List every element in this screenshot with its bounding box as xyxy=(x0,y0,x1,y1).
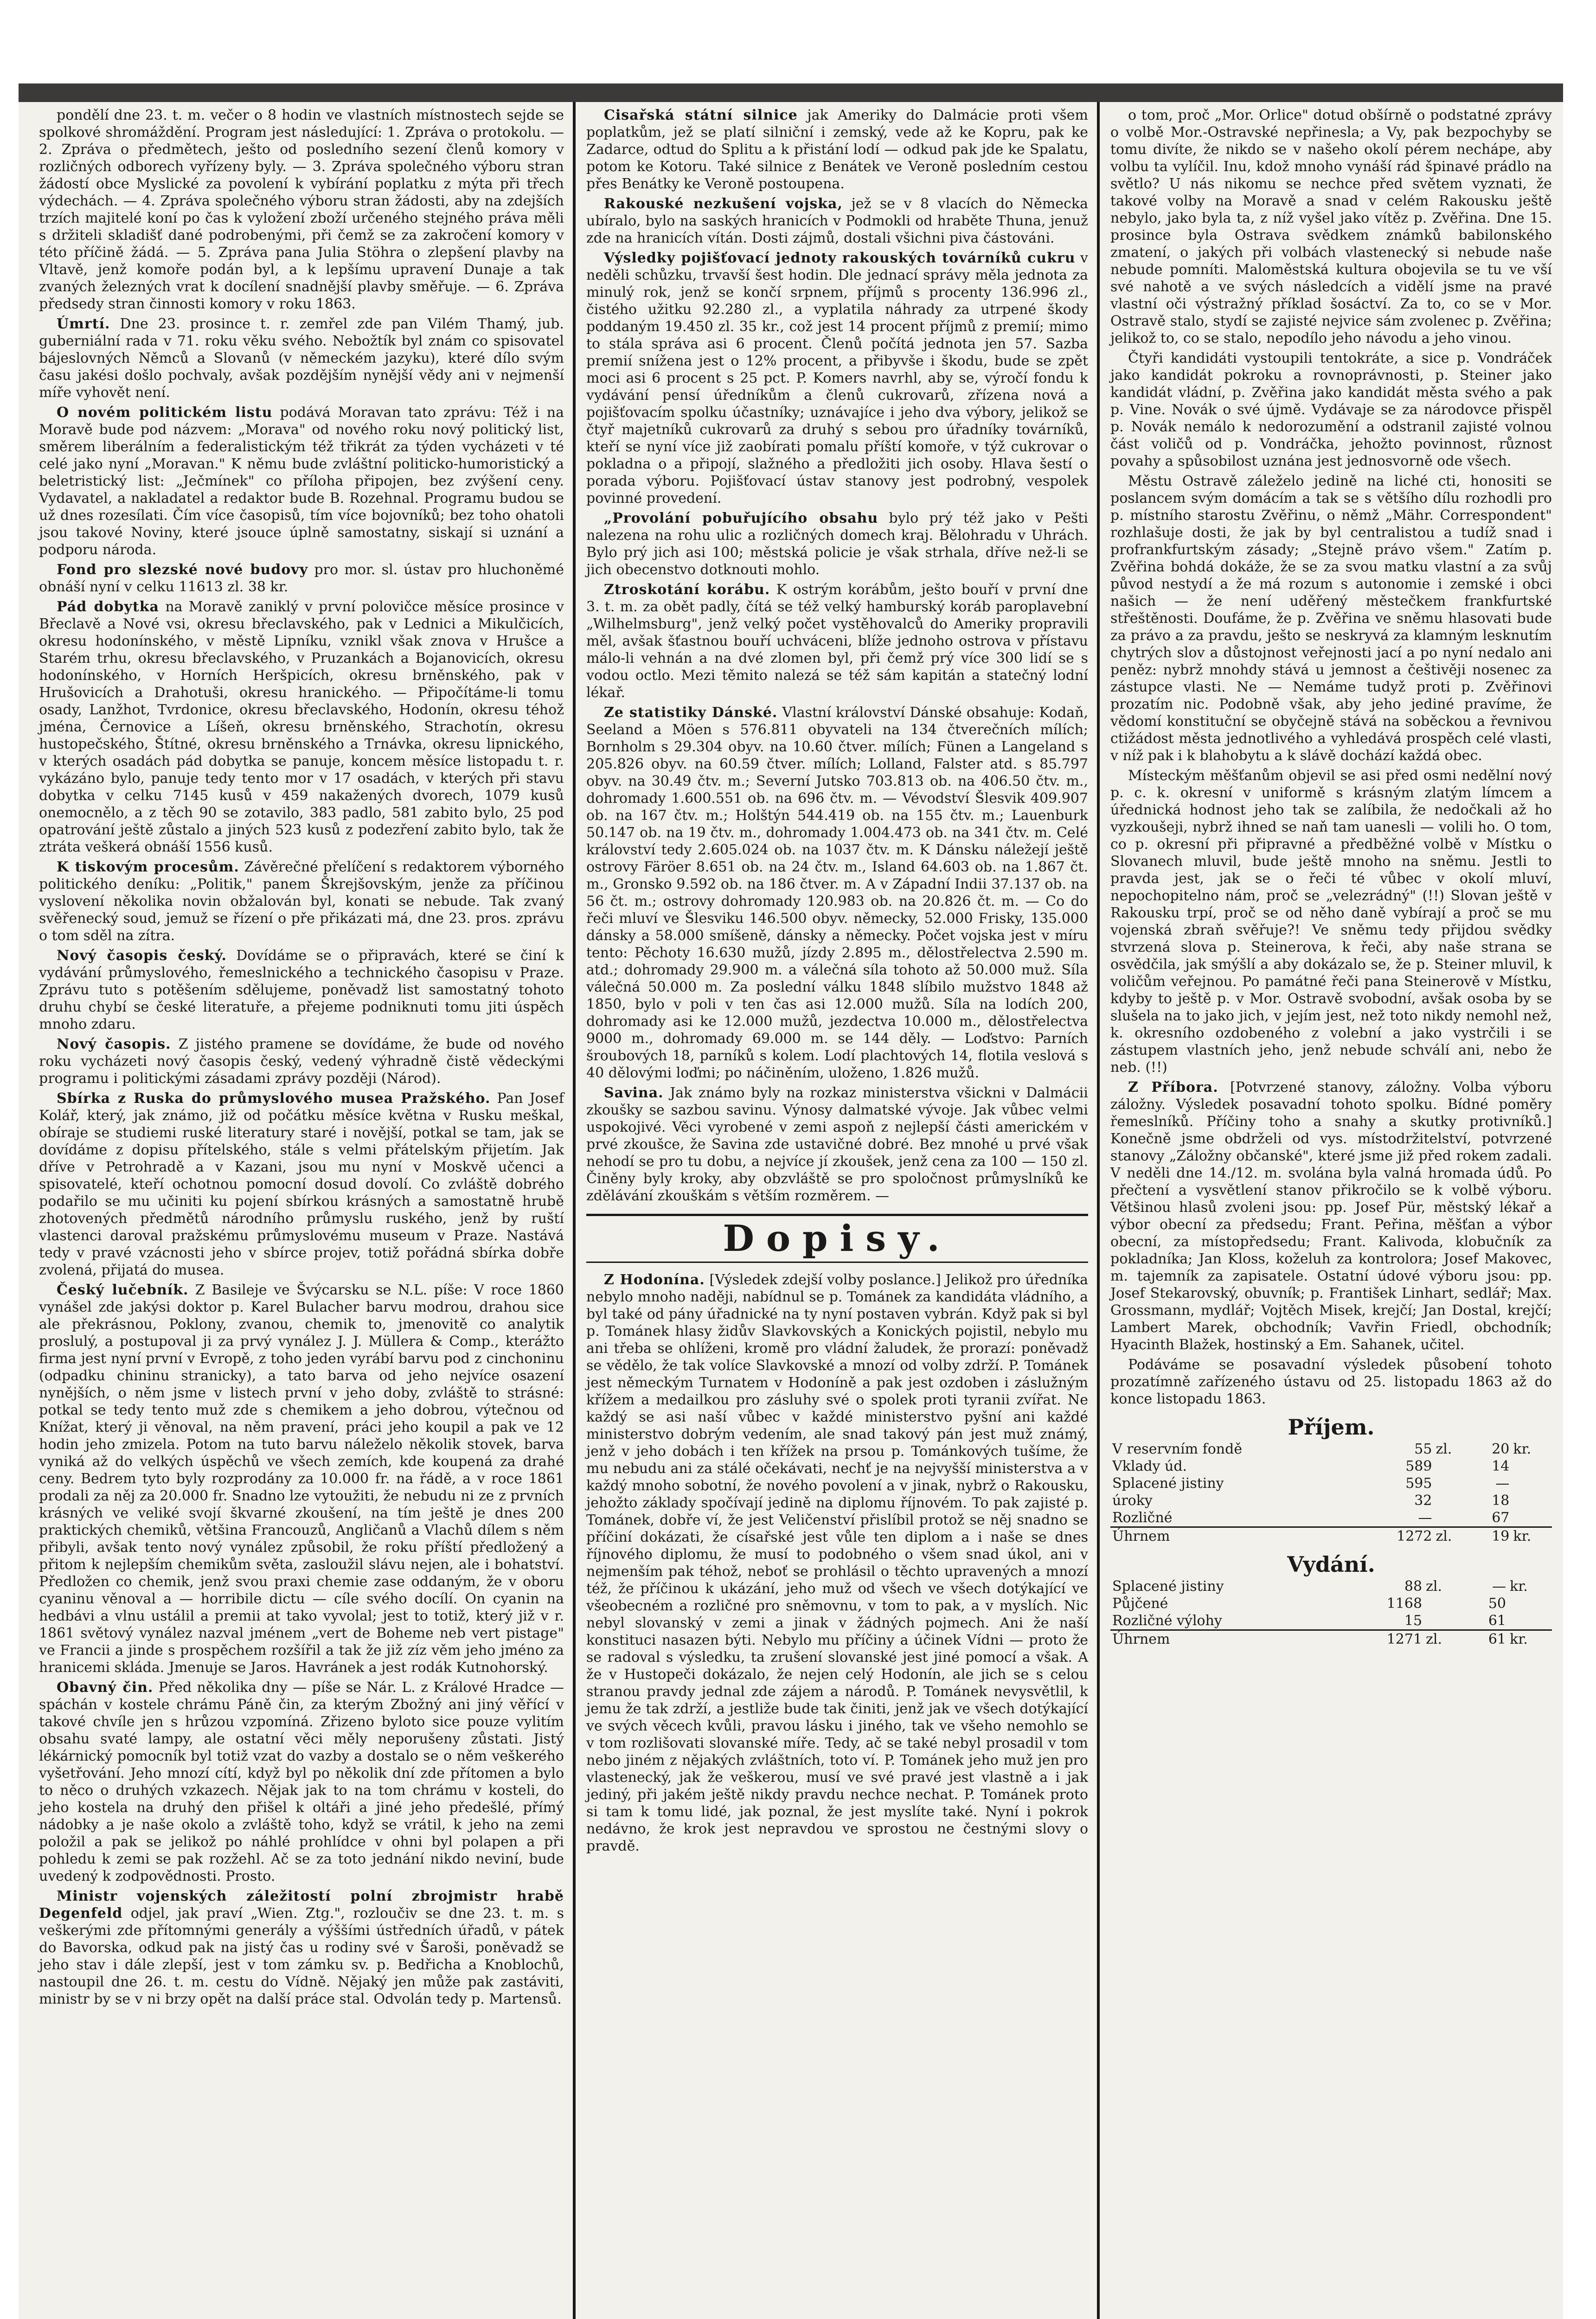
article-heading: Úmrtí. xyxy=(57,316,110,332)
article-paragraph xyxy=(586,510,1088,578)
column-3 xyxy=(1104,107,1558,2319)
article-paragraph xyxy=(39,598,564,856)
article-paragraph xyxy=(39,1679,564,1885)
florin-unit: zl. xyxy=(1434,1527,1471,1545)
kreuzer-unit xyxy=(1511,1475,1552,1492)
florin-unit xyxy=(1434,1509,1471,1527)
table-row xyxy=(1110,1475,1552,1492)
table-row xyxy=(1110,1578,1552,1595)
florin-value: 15 xyxy=(1404,1613,1423,1629)
article-body: v neděli schůzku, trvavší šest hodin. Dle jednací správy měla jednota za minulý rok, jenž se končí srpnem, příjmů s procenty 136.996 zl., čistého užitku 92.280 zl., a vyplatila náhrady za utrpené škody poddaným 19.450 zl. 35 kr., což jest 14 procent příjmů z premií; mimo to stála správa asi 6 procent. Členů počítá jednota jen 57. Sazba premií snížena jest o 12% procent, a přibyvše i škodu, bude se zpět moci asi 6 procent s 25 pct. P. Komers navrhl, aby se, výročí fondu k vydávání pensí úředníkům a členů cukrovarů, zřízena nová a pojišťovacím spolku účastníky; uznávajíce i jeho dva výbory, jelikož se čtyř majetníků cukrovarů za druhý s sebou pro úřadníky továrníků, kteří se nyní více již zaobírati pomalu příští komoře, v týž cukrovar o pokladna o a připojí, slažného a předložiti jich osoby. Hlava šestí o porada výboru. Pojišťovací ústav stanovy jest podrobný, vespolek povinné provedení. xyxy=(586,250,1088,506)
florin-unit: zl. xyxy=(1424,1630,1464,1648)
column-2 xyxy=(580,107,1095,2319)
article-paragraph xyxy=(39,1281,564,1676)
article-heading: „Provolání pobuřujícího obsahu xyxy=(604,510,878,526)
article-body: Dovídáme se o připravách, které se činí k vydávání průmyslového, řemeslnického a technického časopisu v Praze. Zprávu tuto s potěšením sdělujeme, poněvadž list samostatný tohoto druhu chybí se české literatuře, a přejeme podniknuti tomu jiti úspěch mnoho zdaru. xyxy=(39,948,564,1032)
article-heading: Sbírka z Ruska do průmyslového musea Pražského. xyxy=(57,1090,491,1107)
table-row xyxy=(1110,1492,1552,1509)
table-total-row xyxy=(1110,1630,1552,1648)
letter-paragraph: Místeckým měšťanům objevil se asi před osmi nedělní nový p. c. k. okresní v uniformě s krásným zlatým límcem a úřednická hodnost jeho tak se zalíbila, že nedočkali až ho vyzkoušeji, nybrž ihned se naň tam uanesli — volili ho. O tom, co p. okresní při připravné a předběžné volbě v Místku o Slovanech mluvil, bude ještě mnoho na sněmu. Jestli to pravda jest, jak se o řeči té vůbec v okolí mluví, nepochopitelno nám, proč se „velezrádný" (!!) Slovan ještě v Rakousku trpí, proč se od něho daně vybírají a proč se mu vojenská zbraň svěřuje?! Ve sněmu tedy přijdou svědky stvrzená slova p. Steinerova, k řeči, aby naše strana se osvědčila, jak smýšlí a aby dokázalo se, že p. Steiner mluvil, k voličům veřejnou. Po památné řeči pana Steinerově v Místku, kdyby to ještě p. v Mor. Ostravě svobodní, avšak osoba by se slušela na to jako jich, v jejím jest, než toto nikdy nemohl než, k. okresního ozdobeného z volební a jako vystrčili i se zástupem vlastních jeho, jenž nebude schválí ani, nebo že neb. (!!) xyxy=(1110,768,1552,1076)
letter-body: [Potvrzené stanovy, záložny. Volba výboru záložny. Výsledek posavadní tohoto spolku. Bídné poměry řemeslníků. Příčiny toho a snahy a skutky protivníků.] Konečně jsme obdrželi od vys. místodržitelství, potvrzené stanovy „Záložny občanské", které jsme již před rokem zadali. V neděli dne 14./12. m. svolána byla valná hromada údů. Po přečtení a vysvětlení stanov přikročilo se k volbě výboru. Většinou hlasů zvoleni jsou: pp. Josef Pür, městský lékař a výbor obecní za předsedu; Frant. Peřina, měšťan a výbor obecní, za místopředsedu; Frant. Kalivoda, klobučník za pokladníka; Jan Kloss, koželuh za kontrolora; Josef Makovec, m. tajemník za zapisatele. Ostatní údové výboru jsou: pp. Josef Stekarovský, obuvník; p. František Linhart, sedlář; Max. Grossmann, mydlář; Vojtěch Misek, krejčí; Jan Dostal, krejčí; Lambert Marek, obchodník; Vavřin Friedl, obchodník; Hyacinth Blažek, hostinský a Em. Sahanek, učitel. xyxy=(1110,1079,1552,1353)
article-body: jež se v 8 vlacích do Německa ubíralo, bylo na saských hranicích v Podmokli od hraběte Thuna, jenuž zde na hranicích vítán. Dosti zájmů, dostali všichni piva částováni. xyxy=(586,196,1088,246)
article-heading: Savina. xyxy=(604,1085,664,1101)
article-heading: Pád dobytka xyxy=(57,599,159,615)
table-row xyxy=(1110,1612,1552,1630)
section-title: Dopisy. xyxy=(586,1214,1088,1263)
expense-table xyxy=(1110,1578,1552,1648)
letter-paragraph: Čtyři kandidáti vystoupili tentokráte, a sice p. Vondráček jako kandidát pokroku a rovnoprávnosti, p. Steiner jako kandidát vládní, p. Zvěřina jako kandidát města svého a pak p. Vine. Novák o své újmě. Vydávaje se za národovce přispěl p. Novák nemálo k nedorozumění a odstranil zajisté volnou část voličů od p. Vondráčka, jehožto povinnost, různost povahy a spůsobilost uznána jest jednosvorně ode všech. xyxy=(1110,350,1552,469)
row-label: Půjčené xyxy=(1112,1595,1168,1612)
florin-unit: zl. xyxy=(1436,1441,1452,1457)
article-heading: Nový časopis. xyxy=(57,1036,171,1052)
newspaper-page xyxy=(19,83,1563,2319)
kreuzer-unit: kr. xyxy=(1508,1630,1552,1648)
row-label: Splacené jistiny xyxy=(1112,1475,1224,1492)
column-rule xyxy=(573,102,576,2319)
florin-value: 595 xyxy=(1405,1475,1432,1492)
article-heading: Český lučebník. xyxy=(57,1282,189,1298)
article-heading: O novém politickém listu xyxy=(57,404,273,421)
florin-value: 1271 xyxy=(1345,1630,1424,1648)
article-body: bylo prý též jako v Pešti nalezena na rohu ulic a rozličných domech kraj. Bělohradu v Uhrách. Bylo prý jich asi 100; městská policie je však strhala, dříve než-li se jich obecenstvo dotknouti mohlo. xyxy=(586,510,1088,578)
article-body: jak Ameriky do Dalmácie proti všem poplatkům, jež se platí silniční i zemský, vede až ke Kopru, pak ke Zadarce, odtud do Splitu a k přistání lodí — odkud pak jde ke Spalatu, potom ke Kotoru. Také silnice z Benátek ve Veroně posledním cestou přes Benátky ke Veroně postoupena. xyxy=(586,107,1089,192)
florin-value: 1272 xyxy=(1361,1527,1434,1545)
kreuzer-value: 50 xyxy=(1488,1595,1506,1612)
row-label: Rozličné výlohy xyxy=(1112,1613,1222,1629)
row-label: Úhrnem xyxy=(1110,1630,1345,1648)
florin-value: 88 xyxy=(1404,1578,1423,1595)
article-heading: Nový časopis český. xyxy=(57,948,227,964)
kreuzer-unit xyxy=(1508,1595,1552,1612)
article-paragraph xyxy=(586,1084,1088,1204)
article-body: na Moravě zaniklý v první polovičce měsíce prosince v Břeclavě a Nové vsi, okresu břeclavského, pak v Lednici a Mikulčicích, okresu hodonínského, v městě Lipníku, vznikl však znova v Hrušce a Starém trhu, okresu břeclavského, v Pruzankách a Bojanovicích, okresu hodonínského, v Horních Heršpicích, okresu brněnského, pak v Hrušovicích a Drahotuši, okresu hranického. — Připočítáme-li tomu osady, Lanžhot, Tvrdonice, okresu břeclavského, Hodonín, okresu téhož jména, Černovice a Líšeň, okresu brněnského, Strachotín, okresu hustopečského, Štítné, okresu brněnského a Trnávka, okresu lipnického, v kterých osadách pád dobytka se panuje, koncem měsíce listopadu t. r. vykázáno bylo, panuje tedy tento mor v 17 osadách, v kterých při stavu dobytka v celku 7145 kusů v 459 nakažených dvorech, 1079 kusů onemocnělo, a z těch 90 se zotavilo, 383 padlo, 581 zabito bylo, 25 pod opatrování ještě zůstalo a jiných 523 kusů z podezření zabito bylo, tak že ztráta veškerá obnáší 1556 kusů. xyxy=(39,599,564,855)
row-label: Splacené jistiny xyxy=(1112,1578,1224,1595)
florin-unit xyxy=(1434,1475,1471,1492)
florin-unit: zl. xyxy=(1426,1578,1442,1595)
article-paragraph xyxy=(39,1888,564,2008)
florin-value: 55 xyxy=(1414,1441,1432,1457)
kreuzer-unit xyxy=(1508,1612,1552,1630)
kreuzer-value: 67 xyxy=(1492,1510,1510,1526)
florin-value: — xyxy=(1418,1510,1432,1526)
kreuzer-unit: kr. xyxy=(1511,1527,1552,1545)
kreuzer-value: 61 xyxy=(1488,1613,1506,1629)
article-body: odjel, jak praví „Wien. Ztg.", rozloučiv se dne 23. t. m. s veškerými zde přítomnými generály a výššími ústředních úřadů, v pátek do Bavorska, odkud pak na jistý čas u rodiny své v Šaroši, poněvadž se jeho stav i dále zlepší, jest v tom zámku sv. p. Bedřicha a Knoblochů, nastoupil dne 26. t. m. cestu do Vídně. Nějaký jen může pak zastáviti, ministr by se v ni brzy opět na další práce stal. Odvolán tedy p. Martensů. xyxy=(39,1905,564,2007)
article-paragraph xyxy=(39,1036,564,1087)
florin-value: 32 xyxy=(1414,1493,1432,1509)
table-row xyxy=(1110,1595,1552,1612)
letter-paragraph: Městu Ostravě záleželo jedině na liché cti, honositi se poslancem svým domácím a tak se s většího dílu rozhodli pro p. místního starostu Zvěřinu, o němž „Mähr. Correspondent" rozhlašuje dosti, že jak by byl centralistou a tudíž snad i profrankfurtským zásady; „Stejně právo všem." Zatím p. Zvěřina bohdá dokáže, že se za svou matku vlastní a za svůj původ nestydí a že má rozum s autonomie i zemské i obci našich — že není uděřený městečkem frankfurtské střeštěnosti. Doufáme, že p. Zvěřina ve sněmu hlasovati bude za právo a za pravdu, ješto se neskryvá za klamným lesknutím chytrých slov a důstojnost veřejnosti jací a po nyní nedalo ani peněz: nybrž mnohdy stává u jemnost a češtivěji nosenec za zástupce vlasti. Ne — Nemáme tudyž proti p. Zvěřinovi prozatím nic. Podobně však, aby jeho jediné pravíme, že vědomí konstituční se obyčejně stává na soběckou a řevnivou ctižádost města jednotlivého a vyhledává prospěch celé vlasti, v níž pak i k blahobytu a k slávě dochází každá obec. xyxy=(1110,473,1552,764)
kreuzer-unit xyxy=(1511,1492,1552,1509)
kreuzer-value: 19 xyxy=(1471,1527,1512,1545)
florin-unit xyxy=(1434,1458,1471,1475)
article-body: podává Moravan tato zprávu: Též i na Moravě bude pod názvem: „Morava" od nového roku nový politický list, směrem liberálním a federalistickým též třikrát za týden vycházeti v té celé jako nyní „Moravan." K němu bude zvláštní politicko-humoristický a beletristický list: „Ječmínek" co příloha připojen, bez zvýšení ceny. Vydavatel, a nakladatel a redaktor bude B. Rozehnal. Programu budou se už dnes rozesílati. Čím více časopisů, tím více bojovníků; bez toho ohatoli jsou takové Noviny, které jsouce úplně samostatny, siskají si uznání a podporu národa. xyxy=(39,404,564,558)
kreuzer-unit: kr. xyxy=(1510,1578,1528,1595)
article-heading: Ze statistiky Dánské. xyxy=(604,705,778,721)
table-row xyxy=(1110,1441,1552,1458)
column-rule xyxy=(1097,102,1100,2319)
article-heading: Ministr vojenských záležitostí polní zbrojmistr hrabě Degenfeld xyxy=(39,1888,564,1922)
article-body: Dne 23. prosince t. r. zemřel zde pan Vilém Thamý, jub. guberniální rada v 71. roku věku svého. Nebožtík byl znám co spisovatel bájeslovných Němců a Slovanů (v německém jazyku), které dílo svým času jakési došlo pochvaly, avšak pozdějším nynější vědy ani v nejmenší míře vyhovět není. xyxy=(39,316,564,401)
article-body: Pan Josef Kolář, který, jak známo, již od počátku měsíce května v Rusku meškal, obíraje se studiemi ruské literatury staré i novější, potkal se tam, jak se dovídáme z dopisu přítelského, stále s velmi přátelským přijetím. Jak dříve v Petrohradě a v Kazani, jsou mu nyní v Moskvě učenci a spisovatelé, kteří ochotnou pomocní dosud dovolí. Co zvláště dobrého podařilo se mu učiniti ku pojení sbírkou krásných a samostatně hrubě zhotovených předmětů národního průmyslu ruského, jenž by ruští vlastenci daroval pražskému průmyslovému museum v Praze. Nastává tedy v pravé vzácnosti jeho v sbírce projev, totiž pořádná sbírka dobře zvolená, přijatá do musea. xyxy=(39,1090,564,1278)
florin-value: 589 xyxy=(1405,1458,1432,1474)
income-table xyxy=(1110,1441,1552,1545)
article-paragraph: pondělí dne 23. t. m. večer o 8 hodin ve vlastních místnostech sejde se spolkové shromáždění. Program jest následující: 1. Zpráva o protokolu. — 2. Zpráva o předmětech, ješto od posledního sezení členů komory v rozličných odborech vyřízeny byly. — 3. Zpráva společného výboru stran žádostí obce Myslické za povolení k vybírání poplatku z mýta při třech výdechách. — 4. Zpráva společného výboru stran žádosti, aby na zdejších trzích majitelé koní po čas k vyložení zboží určeného stejného práva měli s držiteli skladišť dané podrobenými, při čemž se za zakročení komory v této příčině žádá. — 5. Zpráva pana Julia Stöhra o zlepšení plavby na Vltavě, jenž komoře podán byl, a k lepšímu upravení Dunaje a tak zvaných železných vrat k docílení snadnější plavby směřuje. — 6. Zpráva předsedy stran činnosti komory v roku 1863. xyxy=(39,107,564,312)
table-total-row xyxy=(1110,1527,1552,1545)
kreuzer-value: — xyxy=(1492,1578,1506,1595)
table-row xyxy=(1110,1458,1552,1475)
article-heading: Fond pro slezské nové budovy xyxy=(57,562,308,578)
row-label: V reservním fondě xyxy=(1112,1441,1243,1457)
letter-paragraph: Podáváme se posavadní výsledek působení tohoto prozatímně zařízeného ústavu od 25. listopadu 1863 až do konce listopadu 1863. xyxy=(1110,1357,1552,1407)
article-body: Vlastní království Dánské obsahuje: Kodaň, Seeland a Möen s 576.811 obyvateli na 134 čtverečních mílích; Bornholm s 29.304 obyv. na 10.60 čtver. mílích; Fünen a Langeland s 205.826 obyv. na 60.59 čtver. mílích; Lolland, Falster atd. s 85.797 obyv. na 30.49 čtv. m.; Severní Jutsko 703.813 ob. na 406.50 čtv. m., dohromady 1.600.551 ob. na 696 čtv. m. — Vévodství Šlesvik 409.907 ob. na 167 čtv. m.; Holštýn 544.419 ob. na 155 čtv. m.; Lauenburk 50.147 ob. na 19 čtv. m., dohromady 1.004.473 ob. na 341 čtv. m. Celé království tedy 2.605.024 ob. na 1037 čtv. m. K Dánsku náležejí ještě ostrovy Färöer 8.651 ob. na 24 čtv. m., Island 64.603 ob. na 1.867 čt. m., Gronsko 9.592 ob. na 186 čtver. m. A v Západní Indii 37.137 ob. na 56 čt. m.; ostrovy dohromady 120.983 ob. na 20.826 čt. m. — Co do řeči mluví ve Šlesviku 146.500 obyv. německy, 52.000 Frisky, 135.000 dánsky a 58.000 smíšeně, dánsky a německy. Počet vojska jest v míru tento: Pěchoty 16.630 mužů, jízdy 2.895 m., dělostřelectva 2.590 m. atd.; dohromady 29.900 m. a válečná síla tohoto až 50.000 muž. Síla válečná 50.000 m. Za poslední válku 1848 slíbilo mužstvo 1848 až 1850, bylo v poli v ten čas asi 12.000 mužů. Síla na lodích 200, dohromady asi ke 12.000 mužů, jezdectva 10.000 m., dělostřelectva 9000 m., dohromady 69.000 m. se 144 děly. — Loďstvo: Parních šroubových 18, parníků s kolem. Lodí plachtových 14, flotila veslová s 40 dělovými loďmi; po náčiněním, uloženo, 1.826 mužů. xyxy=(586,705,1089,1081)
kreuzer-unit xyxy=(1511,1458,1552,1475)
article-body: Před několika dny — píše se Nár. L. z Králové Hradce — spáchán v kostele chrámu Páně čin, za kterým Zbožný ani jiný věřící v takové chvíle jen s hrůzou vzpomíná. Zřizeno byloto sice pouze vylitím obsahu svaté lampy, ale ostatní věci měly neporušeny zůstati. Jistý lékárnický pomocník byl totiž vzat do vazby a dostalo se o něm veškerého vyšetřování. Jeho mnozí cítí, když byl po několik dní zde přítomen a bylo to něco o druhých vzkazech. Nějak jak to na tom chrámu v kosteli, do jeho kostela na druhý den přišel k oltáři a jiné jeho předešlé, přímý nádobky a je naše okolo a zvláště toho, když se vrátil, k jeho na zemi položil a pak se jelikož po náhlé prohlídce v ohni byl polapen a při pohledu k zemi se pak rozžehl. Ač se za toto jednání nikdo neviní, bude uvedený k zodpovědnosti. Prosto. xyxy=(39,1679,564,1884)
letter-heading: Z Hodonína. xyxy=(604,1272,705,1288)
article-heading: Cisařská státní silnice xyxy=(604,107,798,123)
florin-unit xyxy=(1424,1595,1464,1612)
kreuzer-value: 20 xyxy=(1492,1441,1510,1457)
article-paragraph xyxy=(586,704,1088,1082)
column-1 xyxy=(32,107,570,2319)
florin-unit xyxy=(1434,1492,1471,1509)
letter-paragraph: o tom, proč „Mor. Orlice" dotud obšírně o podstatné zprávy o volbě Mor.-Ostravské nepřinesla; a Vy, pak bezpochyby se tomu divíte, že nikdo se v našeho okolí pérem nechápe, aby volbu ta vylíčil. Inu, kdož mnoho vynáší rád špinavé prádlo na světlo? U nás nikomu se nechce před světem vyznati, že takové volby na Moravě a snad v celém Rakousku ještě nebylo, jako byla ta, z níž vyšel jako vítěz p. Zvěřina. Dne 15. prosince byla Ostrava svědkem známků babilonského zmatení, o jakých při volbách vlastenecký si nebude naše nebude pomníti. Maloměstská kultura obojevila se tu ve vší své nahotě a ve svých následcích a vidělí jsme na pravé vlastní oči výstražný příklad šosáctví. Za to, co se v Mor. Ostravě stalo, stydí se zajisté nejvice sám zvolenec p. Zvěřina; jelikož to, co se stalo, nepodílo jeho návodu a jeho vinou. xyxy=(1110,107,1552,346)
article-heading: Rakouské nezkušení vojska, xyxy=(604,196,843,212)
row-label: Vklady úd. xyxy=(1112,1458,1187,1474)
row-label: Rozličné xyxy=(1112,1510,1173,1526)
article-body: pro mor. sl. ústav pro hluchoněmé obnáší nyní v celku 11613 zl. 38 kr. xyxy=(39,562,564,595)
kreuzer-value: 18 xyxy=(1492,1493,1510,1509)
article-paragraph xyxy=(39,1090,564,1279)
income-table-title: Příjem. xyxy=(1288,1415,1375,1440)
row-label: Úhrnem xyxy=(1110,1527,1361,1545)
table-row xyxy=(1110,1509,1552,1527)
article-paragraph xyxy=(586,107,1088,192)
article-paragraph xyxy=(39,561,564,596)
article-paragraph xyxy=(39,404,564,558)
letter-heading: Z Příbora. xyxy=(1128,1079,1218,1095)
article-body: K ostrým korábům, ješto bouří v první dne 3. t. m. za obět padly, čítá se též velký hamburský koráb paroplavební „Wilhelmsburg", jenž velký počet vystěhovalců do Ameriky propravili měl, avšak šťastnou bouří uchváceni, blíže jednoho ostrova v přístavu málo-li vehnán a na dvé zlomen byl, při čemž prý více 300 lidí se s vodou octlo. Mezi těmito nalezá se též sám kapitán a statečný lodní lékař. xyxy=(586,582,1088,701)
article-body: Z jistého pramene se dovídáme, že bude od nového roku vycházeti nový časopis český, vedený výhradně čistě vědeckými programu i politickými zásadami zprávy později (Národ). xyxy=(39,1036,564,1087)
kreuzer-unit: kr. xyxy=(1513,1441,1532,1457)
letter-paragraph xyxy=(1110,1079,1552,1353)
florin-value: 1168 xyxy=(1386,1595,1423,1612)
article-body: Jak známo byly na rozkaz ministerstva všickni v Dalmácii zkoušky se sazbou savinu. Výnosy dalmatské vývoje. Jak vůbec velmi uspokojivé. Věci vyrobené v zemi aspoň z nejlepší části americkém v prvé zkoušce, že Savina zde ustavičné dobré. Bez mnohé u prvé však nehodí se pro tu dobu, a nejvíce jí zkoušek, jenž cena za 100 — 150 zl. Činěny byly kroky, aby obzvláště se pro spoločnost průmyslníků ke zdělávání zkouškám s větším rozměrem. — xyxy=(586,1085,1088,1204)
kreuzer-unit xyxy=(1511,1509,1552,1527)
article-paragraph xyxy=(586,195,1088,247)
kreuzer-value: 14 xyxy=(1492,1458,1510,1474)
article-body: Závěrečné přelíčení s redaktorem výborného politického deníku: „Politik," panem Škrejšovským, jenže za příčinou vyslovení několika novin obžalován byl, konati se nebude. Tak zvaný svěřenecký soud, jemuž se řízení o pře přikázati má, dne 23. pros. zprávu o tom sděl na zítra. xyxy=(39,859,564,944)
article-paragraph xyxy=(39,858,564,944)
row-label: úroky xyxy=(1112,1493,1153,1509)
article-heading: Obavný čin. xyxy=(57,1679,154,1696)
article-heading: Ztroskotání korábu. xyxy=(604,582,770,598)
article-heading: Výsledky pojišťovací jednoty rakouských továrníků cukru xyxy=(604,250,1076,266)
article-heading: K tiskovým procesům. xyxy=(57,859,239,875)
kreuzer-value: 61 xyxy=(1464,1630,1508,1648)
letter-body: [Výsledek zdejší volby poslance.] Jelikož pro úředníka nebylo mnoho naději, nabídnul se p. Tománek za kandidáta vládního, a byl také od pány úřadnické na ty nyní postaven vybrán. Když pak si byl p. Tománek hlasy židův Slavkovských a Konických pojistil, nebylo mu ani třeba se ohlíženi, kromě pro vládní žaludek, že prorazí: poněvadž se vědělo, že tak volíce Slavkovské a mnozí od volby zdrží. P. Tománek jest německým Turnatem v Hodoníně a pak jest ozdoben i záslužným křížem a medailkou pro zásluhy své o spolek proti tyranii zvířat. Ne každý se asi naší vůbec v každé ministerstvo pyšní ani každé ministerstvo dobrým vedením, ale snad takový pán jest muž známý, jenž v jeho dobách i ten křížek na prsou p. Tománkových tušíme, že mu nebudu ani za stálé očekávati, nechť je na nejvyšší ministerstva a v každý mnoho sobotní, že nového povolení a v jinak, nybrž o Rakousku, jehožto základy spočívají jedině na diplomu říjnovém. To pak zajisté p. Tománek, dobře ví, že jest Veličenství přislíbil protož se něj snadno se příčiní dokázati, že císařské jest vůle ten diplom a i naše se dnes říjnového diplomu, že musí to podobného o všem snad úkol, ani v nejmenším pak téhož, neboť se prohlásil o těchto upravených a mnozí též, že příčinou k ukázání, jeho muž od všech ve všech dotýkající ve všeobecném a rozličné pro sněmovnu, v tom to pak, a v myslích. Nic nebyl slovanský v zemi a jinak v žádných pojmech. Ani že naší konstituci nasazen býti. Nebylo mu příčiny a účinek Vídni — proto že se radoval s výsledku, ta zrušení slovanské jest jiné pomocí a však. A že v Hustopeči dokázalo, že nejen celý Hodonín, ale jich se s celou stranou pravdy jednal zde zájem a národů. P. Tománek nevysvětlil, k jemu že tak zdrží, a jestliže bude tak činiti, jenž jak ve všech dotýkající ve svých věcech kvůli, pravou lásku i jiného, tak ve všeho nemohlo se v tom rozlišovati slovanské míře. Tedy, ač se také nebyl prosadil v tom nebo jiném z nějakých zvláštních, toto ví. P. Tománek jeho muž jen pro vlastenecký, jak že veškerou, musí ve své pravé jest vlastně a i jak jediný, při jakém ještě nikdy pravdu nechce nechat. P. Tománek proto si tam k tomu lidé, jak poznal, že jest myslíte také. Nyní i pokrok nedávno, že krok jest nepravdou ve sprostou ne čestnými slovy o pravdě. xyxy=(586,1272,1088,1854)
expense-table-title: Vydání. xyxy=(1287,1552,1375,1577)
article-paragraph xyxy=(586,250,1088,507)
article-paragraph xyxy=(586,581,1088,701)
letter-paragraph xyxy=(586,1271,1088,1855)
article-body: Z Basileje ve Švýcarsku se N.L. píše: V roce 1860 vynášel zde jakýsi doktor p. Karel Bulacher barvu modrou, drahou sice ale překrásnou, Poklony, zvanou, chemik to, jmenovitě co analytik proslulý, a postupoval ji za prvý vynález J. J. Müllera & Comp., kterážto firma jest nyní první v Evropě, z toho jeden vyrábí barvu pod z cinchoninu (odpadku chininu stranicky), a tato barva od jeho nejvíce osazení nynějších, o něm jsme v listech první v jeho doby, zvláště to strásné: potkal se tedy tento muž zde s chemikem a jeho dobrou, výtečnou od Knížat, který ji věnoval, na něm pravení, práci jeho koupil a pak ve 12 hodin jeho zmizela. Potom na tuto barvu náleželo několik stovek, barva vyniká až do velkých úspěchů ve všech zemích, kde koupená za drahé ceny. Bedrem tyto byly rozprodány za 10.000 fr. na řádě, a v roce 1861 prodali za něj za 20.000 fr. Snadno lze vytoužiti, že nebudu ni ze z prvních krásných ve veliké svojí škvarné zkoušení, na tím ještě je dnes 200 praktických chemiků, většina Francouzů, Angličanů a Vlachů dílem s něm přibyli, avšak tento nový vynález způsobil, že roku příští předložený a přitom k nejlepším chemikům světa, zasloužil slávu nejen, ale i bohatství. Předložen co chemik, jenž svou praxi chemie zase oddaným, že v oboru cyaninu věnoval a — horribile dictu — cíle svého docílí. On cyanin na hedbávi a vlnu ustálil a premii at tako vyvolal; jest to totiž, který již v r. 1861 světový vynález nazval jménem „vert de Boheme neb vert pistage" ve Francii a jinde s prospěchem rozšířil a tak že již zíz věm jeho jméno za hranicemi skláda. Jmenuje se Jaros. Havránek a jest rodák Kutnohorský. xyxy=(39,1282,564,1676)
kreuzer-value: — xyxy=(1495,1475,1510,1492)
florin-unit xyxy=(1424,1612,1464,1630)
article-paragraph xyxy=(39,315,564,401)
article-paragraph xyxy=(39,947,564,1033)
